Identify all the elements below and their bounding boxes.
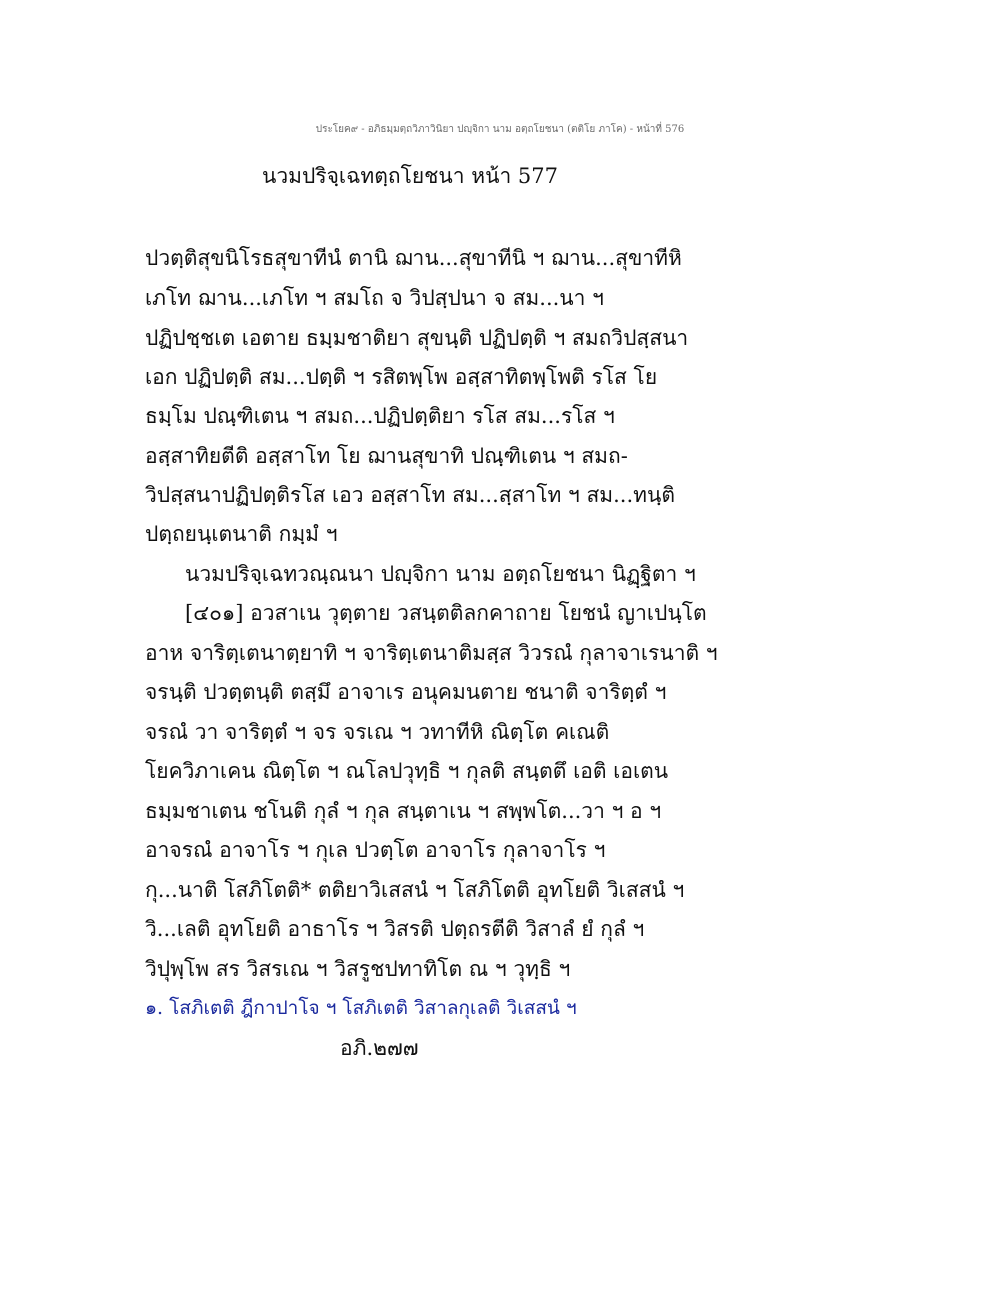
chapter-subheader: นวมปริจฺเฉทตฺถโยชนา หน้า 577 (262, 164, 558, 188)
text-line: จรนฺติ ปวตฺตนฺติ ตสฺมึ อาจาเร อนุคมนตาย ชนาติ จาริตฺตํ ฯ (145, 680, 667, 704)
page-header: ประโยค๙ - อภิธมฺมตฺถวิภาวินิยา ปญฺจิกา นาม อตฺถโยชนา (ตติโย ภาโค) - หน้าที่ 576 (315, 124, 685, 135)
text-line: อาจรณํ อาจาโร ฯ กุเล ปวตฺโต อาจาโร กุลาจาโร ฯ (145, 838, 606, 862)
text-line: ปวตฺติสุขนิโรธสุขาทีนํ ตานิ ฌาน...สุขาทีนิ ฯ ฌาน...สุขาทีหิ (145, 246, 682, 270)
text-line: วิปสฺสนาปฏิปตฺติรโส เอว อสฺสาโท สม...สฺสาโท ฯ สม...ทนฺติ (145, 483, 675, 507)
text-line: ธมฺโม ปณฺฑิเตน ฯ สมถ...ปฏิปตฺติยา รโส สม...รโส ฯ (145, 404, 615, 428)
page-number: อภิ.๒๗๗ (340, 1036, 419, 1060)
footnote: ๑. โสภิเตติ ฎีกาปาโจ ฯ โสภิเตติ วิสาลกุเลติ วิเสสนํ ฯ (145, 997, 577, 1019)
text-line: เภโท ฌาน...เภโท ฯ สมโถ จ วิปสฺปนา จ สม...นา ฯ (145, 286, 604, 310)
text-line: วิปุพฺโพ สร วิสรเณ ฯ วิสรูชปทาทิโต ณ ฯ วุทฺธิ ฯ (145, 957, 571, 981)
text-line: อาห จาริตฺเตนาตฺยาทิ ฯ จาริตฺเตนาติมสฺส วิวรณํ กุลาจาเรนาติ ฯ (145, 641, 718, 665)
text-line: โยควิภาเคน ณิตฺโต ฯ ณโลปวุทฺธิ ฯ กุลติ สนฺตตึ เอติ เอเตน (145, 759, 669, 783)
text-line: อสฺสาทิยตีติ อสฺสาโท โย ฌานสุขาทิ ปณฺฑิเตน ฯ สมถ- (145, 444, 628, 468)
text-line: ปตฺถยนฺเตนาติ กมฺมํ ฯ (145, 522, 338, 546)
text-line: ปฏิปชฺชเต เอตาย ธมฺมชาติยา สุขนฺติ ปฏิปตฺติ ฯ สมถวิปสฺสนา (145, 326, 689, 350)
text-line: จรณํ วา จาริตฺตํ ฯ จร จรเณ ฯ วทาทีหิ ณิตฺโต คเณติ (145, 720, 610, 744)
text-line: เอก ปฏิปตฺติ สม...ปตฺติ ฯ รสิตพฺโพ อสฺสาทิตพฺโพติ รโส โย (145, 365, 658, 389)
text-line: วิ...เลติ อุทโยติ อาธาโร ฯ วิสรติ ปตฺถรตีติ วิสาลํ ยํ กุลํ ฯ (145, 917, 645, 941)
text-line: นวมปริจฺเฉทวณฺณนา ปญฺจิกา นาม อตฺถโยชนา นิฏฺฐิตา ฯ (185, 562, 696, 586)
text-line: [๔๐๑] อวสาเน วุตฺตาย วสนฺตติลกคาถาย โยชนํ ญาเปนฺโต (185, 601, 707, 625)
text-line: ธมฺมชาเตน ชโนติ กุลํ ฯ กุล สนฺตาเน ฯ สพฺพโต...วา ฯ อ ฯ (145, 799, 662, 823)
text-line: กุ...นาติ โสภิโตติ* ตติยาวิเสสนํ ฯ โสภิโตติ อุทโยติ วิเสสนํ ฯ (145, 878, 685, 902)
